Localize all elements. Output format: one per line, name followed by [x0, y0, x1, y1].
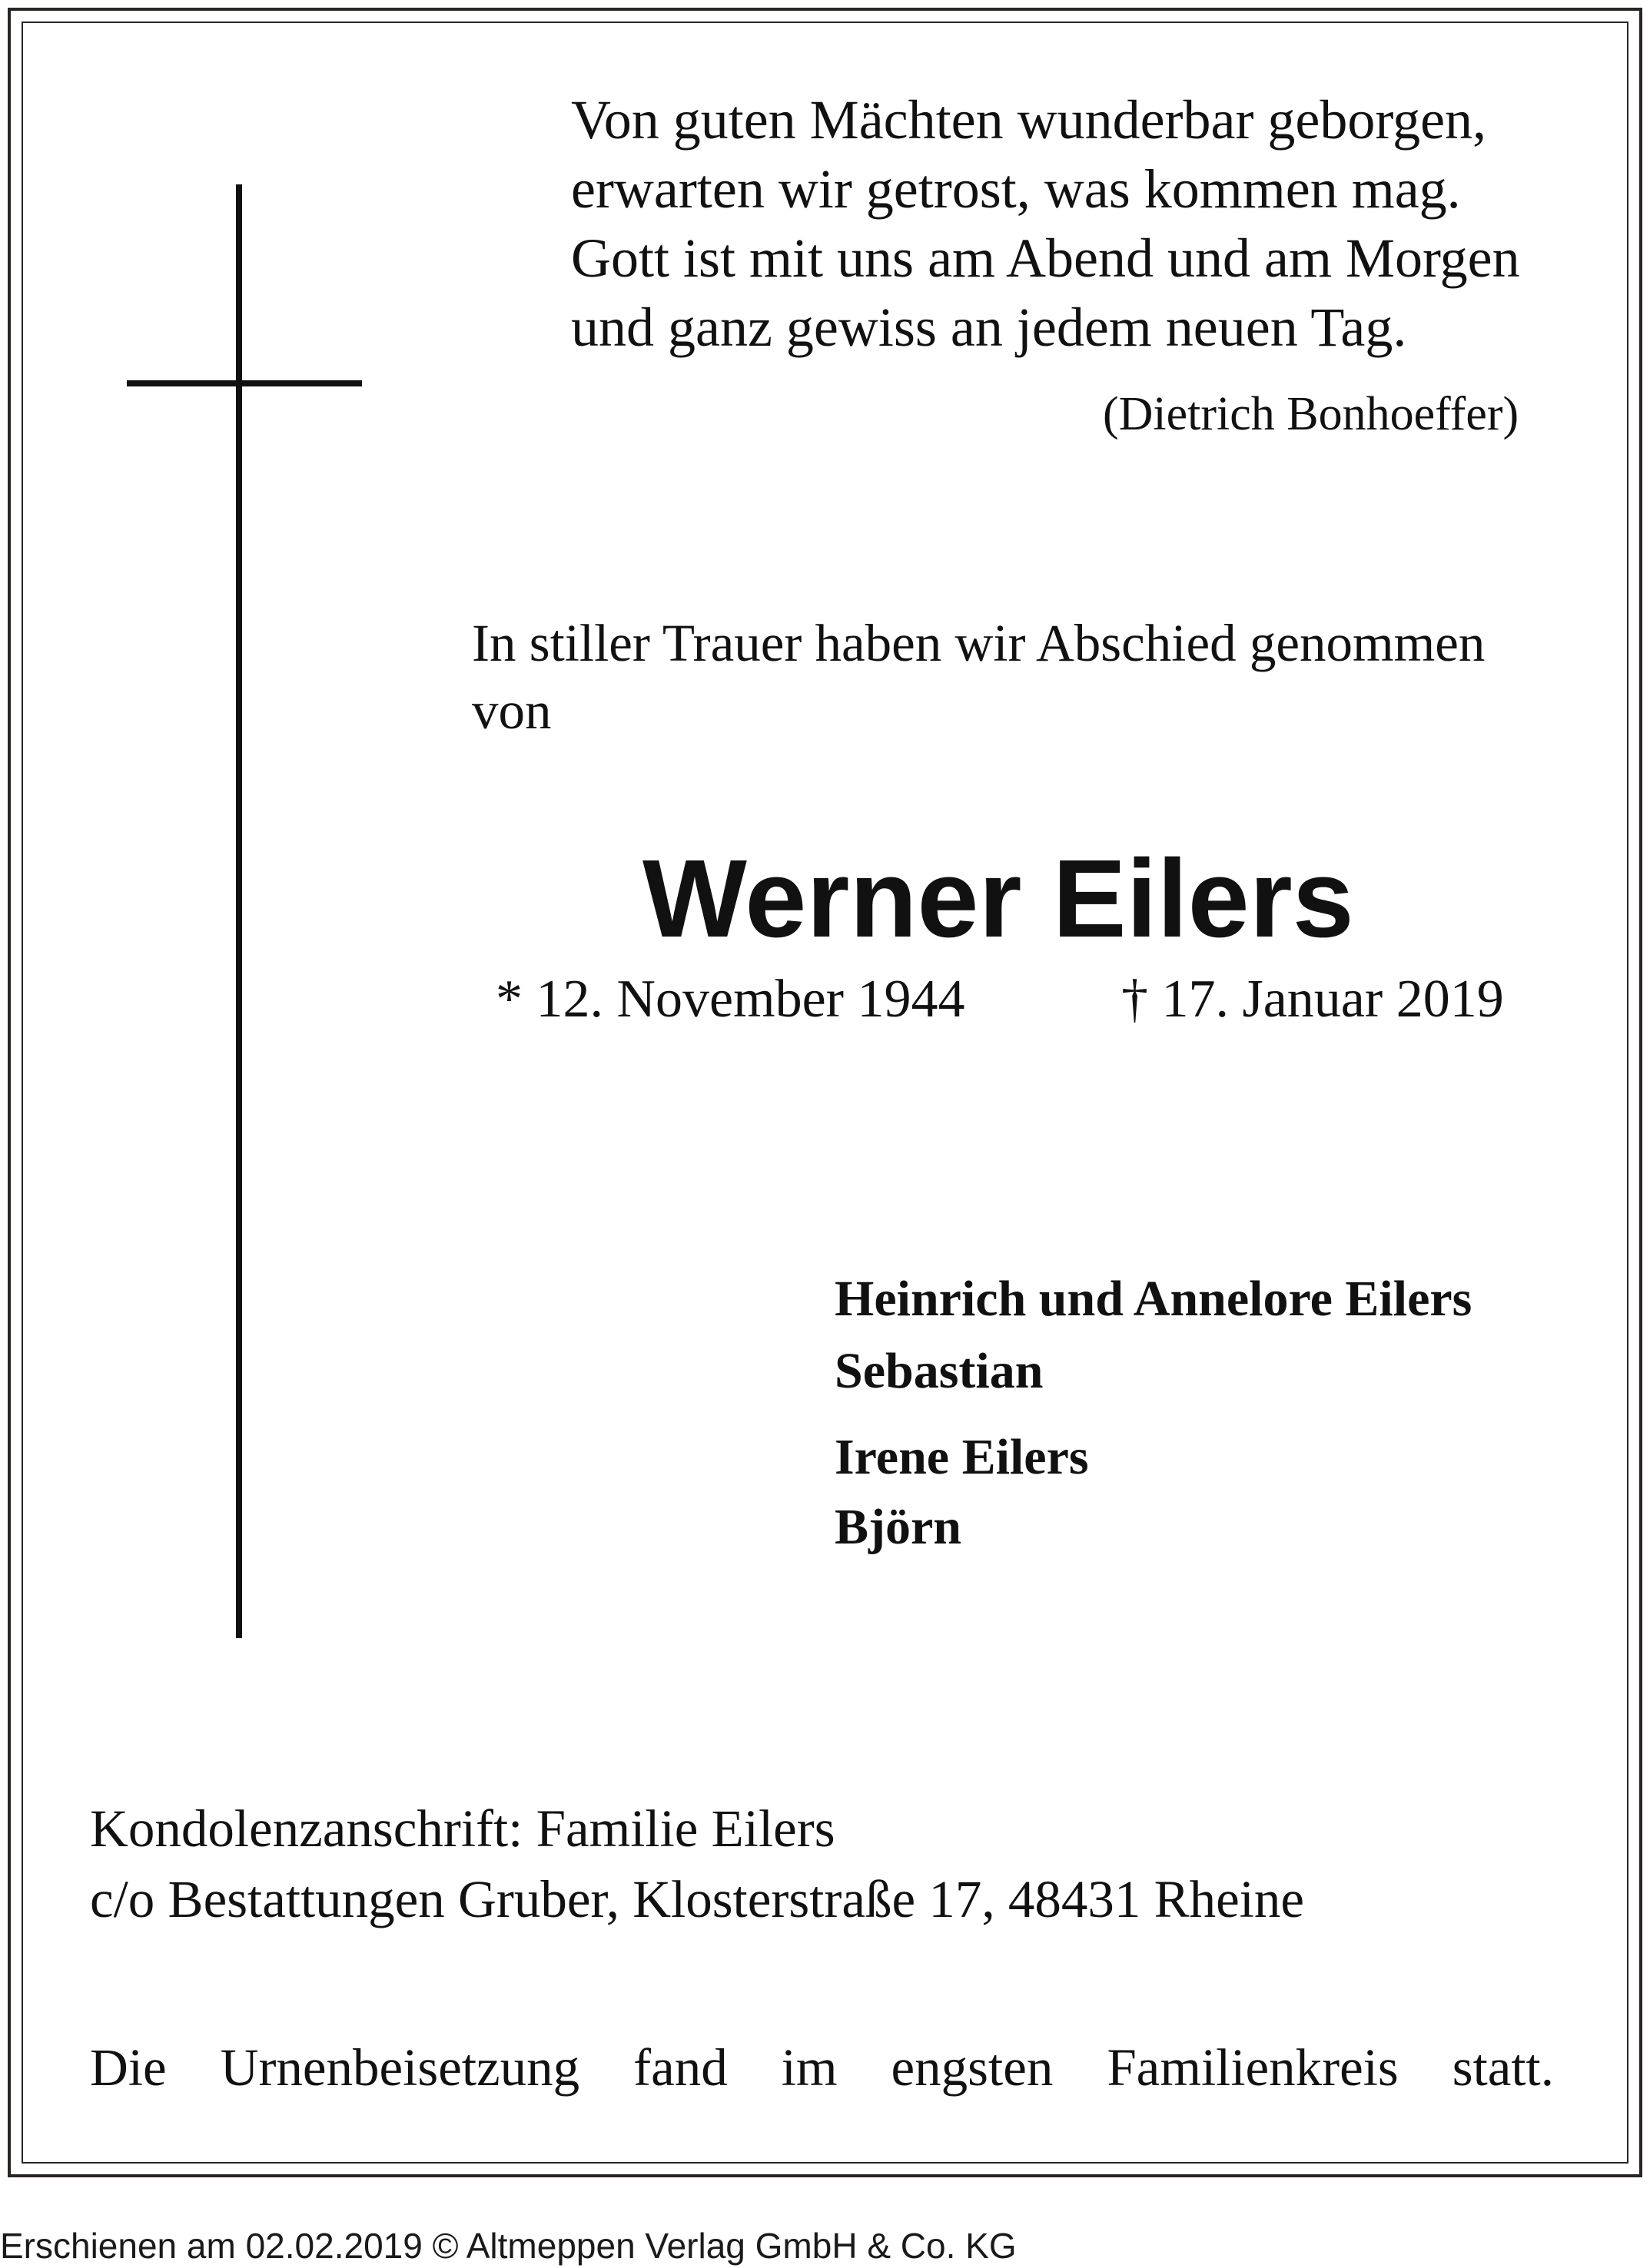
- quote-line-1: Von guten Mächten wunderbar geborgen,: [571, 89, 1487, 151]
- burial-notice-word: statt.: [1452, 2038, 1554, 2097]
- burial-notice-word: Urnenbeisetzung: [220, 2038, 580, 2097]
- burial-notice-word: fand: [633, 2038, 728, 2097]
- deceased-name: Werner Eilers: [642, 837, 1354, 960]
- cross-icon-vertical-bar: [236, 184, 242, 1638]
- condolence-address-line-2: c/o Bestattungen Gruber, Klosterstraße 17, 48431 Rheine: [90, 1870, 1305, 1928]
- burial-notice-word: im: [781, 2038, 838, 2097]
- quote-line-3: Gott ist mit uns am Abend und am Morgen: [571, 227, 1520, 289]
- mourner-4: Björn: [835, 1499, 961, 1555]
- quote-line-4: und ganz gewiss an jedem neuen Tag.: [571, 297, 1407, 358]
- intro-line-1: In stiller Trauer haben wir Abschied genommen: [472, 614, 1486, 672]
- mourner-2: Sebastian: [835, 1343, 1044, 1399]
- burial-notice-word: Familienkreis: [1107, 2038, 1399, 2097]
- burial-notice: [90, 2038, 1554, 2097]
- birth-date: * 12. November 1944: [496, 970, 965, 1029]
- mourner-1: Heinrich und Annelore Eilers: [835, 1271, 1472, 1327]
- death-date: † 17. Januar 2019: [1121, 970, 1504, 1029]
- quote-author: (Dietrich Bonhoeffer): [1103, 388, 1519, 440]
- publication-footer: Erschienen am 02.02.2019 © Altmeppen Verlag GmbH & Co. KG: [0, 2226, 1017, 2266]
- condolence-address-line-1: Kondolenzanschrift: Familie Eilers: [90, 1799, 835, 1858]
- intro-line-2: von: [472, 681, 552, 740]
- cross-icon-horizontal-bar: [127, 380, 362, 386]
- mourner-3: Irene Eilers: [835, 1429, 1089, 1485]
- quote-line-2: erwarten wir getrost, was kommen mag.: [571, 158, 1461, 220]
- burial-notice-word: Die: [90, 2038, 167, 2097]
- burial-notice-word: engsten: [891, 2038, 1054, 2097]
